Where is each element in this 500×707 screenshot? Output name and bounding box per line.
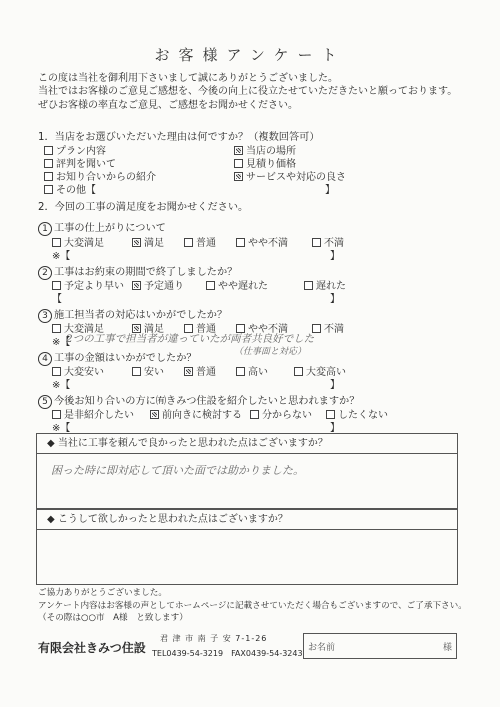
q2-sub5-note-close: 】 bbox=[330, 423, 340, 434]
option-normal[interactable]: 普通 bbox=[184, 320, 236, 335]
option-would-not[interactable]: したくない bbox=[326, 410, 388, 421]
company-name: 有限会社きみつ住設 bbox=[38, 641, 146, 655]
checkbox-icon[interactable] bbox=[184, 238, 193, 247]
option-dont-know[interactable]: 分からない bbox=[250, 406, 326, 421]
number-circle: 5 bbox=[38, 395, 52, 409]
q1-option-other[interactable]: その他【 bbox=[44, 181, 96, 196]
option-slightly-dissatisfied[interactable]: やや不満 bbox=[236, 234, 312, 249]
option-on-schedule[interactable]: 予定通り bbox=[132, 277, 206, 292]
option-slightly-dissatisfied[interactable]: やや不満 bbox=[236, 320, 312, 335]
good-points-question: ◆ 当社に工事を頼んで良かったと思われた点はございますか？ bbox=[37, 434, 457, 454]
q2-sub1-label: 1 工事の仕上がりについて bbox=[38, 219, 166, 236]
number-circle: 3 bbox=[38, 309, 52, 323]
q1-option-location[interactable]: 当店の場所 bbox=[234, 142, 296, 157]
option-very-expensive[interactable]: 大変高い bbox=[294, 367, 346, 378]
number-circle: 4 bbox=[38, 352, 52, 366]
option-definitely-refer[interactable]: 是非紹介したい bbox=[52, 406, 150, 421]
intro-line: ぜひお客様の率直なご意見、ご感想をお聞かせください。 bbox=[38, 99, 298, 111]
checkbox-icon[interactable] bbox=[44, 146, 53, 155]
q2-sub4-label: 4 工事の金額はいかがでしたか？ bbox=[38, 349, 197, 366]
q2-sub5-label: 5 今後お知り合いの方に㈲きみつ住設を紹介したいと思われますか？ bbox=[38, 392, 359, 409]
footer-notes bbox=[38, 587, 467, 625]
checkbox-icon[interactable] bbox=[52, 324, 61, 333]
checkbox-checked-icon[interactable] bbox=[150, 410, 159, 419]
option-consider[interactable]: 前向きに検討する bbox=[150, 406, 250, 421]
wishes-panel bbox=[36, 509, 458, 585]
intro-line: 当社ではお客様のご意見ご感想を、今後の向上に役立たせていただきたいと願っております。 bbox=[38, 86, 458, 98]
checkbox-icon[interactable] bbox=[52, 281, 61, 290]
checkbox-icon[interactable] bbox=[250, 410, 259, 419]
wishes-question: ◆ こうして欲しかったと思われた点はございますか？ bbox=[37, 510, 457, 530]
q2-sub1-note-close: 】 bbox=[330, 251, 340, 262]
good-points-answer[interactable]: 困った時に即対応して頂いた面では助かりました。 bbox=[51, 464, 304, 477]
checkbox-checked-icon[interactable] bbox=[132, 281, 141, 290]
option-dissatisfied[interactable]: 不満 bbox=[312, 324, 344, 335]
option-very-satisfied[interactable]: 大変満足 bbox=[52, 320, 132, 335]
name-suffix: 様 bbox=[442, 643, 452, 653]
option-normal[interactable]: 普通 bbox=[184, 234, 236, 249]
footer-line: ご協力ありがとうございました。 bbox=[38, 588, 167, 598]
company-address: 君 津 市 南 子 安 7-1-26 bbox=[160, 634, 268, 643]
question-2-label: 2．今回の工事の満足度をお聞かせください。 bbox=[38, 202, 249, 213]
q1-option-estimate[interactable]: 見積り価格 bbox=[234, 155, 296, 170]
option-normal[interactable]: 普通 bbox=[184, 363, 236, 378]
footer-line: アンケート内容はお客様の声としてホームページに記載させていただく場合もございますので、ご了承下さい。 bbox=[38, 600, 467, 611]
checkbox-icon[interactable] bbox=[44, 172, 53, 181]
name-label: お名前 bbox=[308, 643, 336, 653]
checkbox-checked-icon[interactable] bbox=[234, 172, 243, 181]
option-expensive[interactable]: 高い bbox=[236, 363, 294, 378]
checkbox-icon[interactable] bbox=[294, 367, 303, 376]
checkbox-icon[interactable] bbox=[312, 238, 321, 247]
page-title: お客様アンケート bbox=[154, 46, 346, 64]
checkbox-icon[interactable] bbox=[236, 367, 245, 376]
q2-sub2-note-close: 】 bbox=[330, 294, 340, 305]
option-dissatisfied[interactable]: 不満 bbox=[312, 238, 344, 249]
q2-sub2-options bbox=[52, 277, 346, 292]
q1-option-reputation[interactable]: 評判を聞いて bbox=[44, 155, 116, 170]
checkbox-icon[interactable] bbox=[206, 281, 215, 290]
question-1-label: 1．当店をお選びいただいた理由は何ですか？（複数回答可） bbox=[38, 132, 320, 143]
number-circle: 2 bbox=[38, 266, 52, 280]
company-phone-fax: TEL0439-54-3219 FAX0439-54-3243 bbox=[152, 649, 303, 658]
checkbox-checked-icon[interactable] bbox=[184, 367, 193, 376]
footer-line: （その際は○○市 A様 と致します） bbox=[38, 613, 188, 624]
checkbox-icon[interactable] bbox=[132, 367, 141, 376]
intro-line: この度は当社を御利用下さいまして誠にありがとうございました。 bbox=[38, 73, 338, 84]
checkbox-icon[interactable] bbox=[52, 410, 61, 419]
checkbox-icon[interactable] bbox=[52, 238, 61, 247]
option-late[interactable]: 遅れた bbox=[304, 281, 346, 292]
option-satisfied[interactable]: 満足 bbox=[132, 234, 184, 249]
checkbox-icon[interactable] bbox=[44, 159, 53, 168]
option-satisfied[interactable]: 満足 bbox=[132, 320, 184, 335]
checkbox-icon[interactable] bbox=[236, 238, 245, 247]
q2-sub4-options bbox=[52, 363, 346, 378]
q2-sub1-note-open: ※【 bbox=[52, 251, 71, 262]
q2-sub2-note-open: 【 bbox=[52, 294, 62, 305]
q2-sub4-note-close: 】 bbox=[330, 380, 340, 391]
q1-other-close: 】 bbox=[325, 185, 335, 196]
number-circle: 1 bbox=[38, 222, 52, 236]
checkbox-icon[interactable] bbox=[326, 410, 335, 419]
q2-sub3-handwritten-note-2: （仕事面と対応） bbox=[234, 347, 307, 357]
q2-sub1-options bbox=[52, 234, 344, 249]
q2-sub3-label: 3 施工担当者の対応はいかがでしたか？ bbox=[38, 306, 227, 323]
customer-name-field[interactable] bbox=[303, 633, 457, 659]
checkbox-checked-icon[interactable] bbox=[234, 146, 243, 155]
checkbox-icon[interactable] bbox=[234, 159, 243, 168]
q2-sub3-handwritten-note: 2つの工事で担当者が違っていたが両者共良好でした bbox=[66, 333, 315, 345]
option-cheap[interactable]: 安い bbox=[132, 363, 184, 378]
q2-sub3-note-open: ※【 bbox=[52, 337, 71, 348]
q1-option-service[interactable]: サービスや対応の良さ bbox=[234, 168, 346, 183]
q1-option-referral[interactable]: お知り合いからの紹介 bbox=[44, 168, 156, 183]
good-points-panel bbox=[36, 433, 458, 509]
intro-text bbox=[38, 72, 457, 112]
checkbox-checked-icon[interactable] bbox=[132, 238, 141, 247]
option-slightly-late[interactable]: やや遅れた bbox=[206, 277, 304, 292]
option-very-cheap[interactable]: 大変安い bbox=[52, 363, 132, 378]
option-very-satisfied[interactable]: 大変満足 bbox=[52, 234, 132, 249]
q1-option-plan[interactable]: プラン内容 bbox=[44, 142, 106, 157]
checkbox-icon[interactable] bbox=[52, 367, 61, 376]
checkbox-icon[interactable] bbox=[44, 185, 53, 194]
q2-sub4-note-open: ※【 bbox=[52, 380, 71, 391]
q2-sub5-note-open: ※【 bbox=[52, 423, 71, 434]
option-early[interactable]: 予定より早い bbox=[52, 277, 132, 292]
checkbox-icon[interactable] bbox=[304, 281, 313, 290]
q2-sub2-label: 2 工事はお約束の期間で終了しましたか？ bbox=[38, 263, 237, 280]
